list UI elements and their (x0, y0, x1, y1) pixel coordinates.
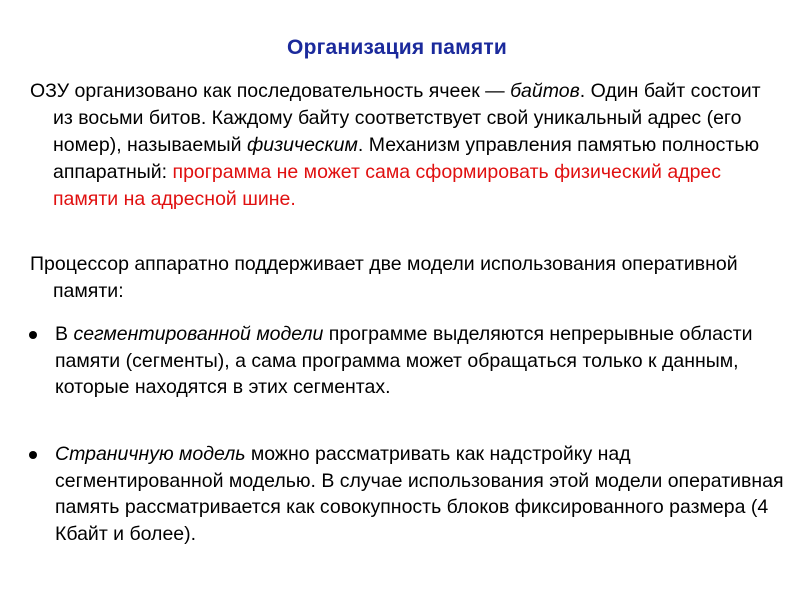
paragraph1-text-3: . Механизм управления памятью полностью аппаратный: (53, 134, 760, 183)
bullet-segmented-model (55, 321, 785, 401)
paragraph-memory-models: Процессор аппаратно поддерживает две модели использования оперативной памяти: (30, 253, 738, 302)
bullet-dot-icon (29, 331, 37, 339)
bullet2-text-post: можно рассматривать как надстройку над сегментированной моделью. В случае использования этой модели оперативная память рассматривается как совокупность блоков фиксированного размера (4 Кбайт и более). (55, 443, 784, 545)
paragraph1-text-1: ОЗУ организовано как последовательность ячеек — (30, 80, 511, 102)
bullet-paged-model (55, 441, 785, 547)
slide-title: Организация памяти (287, 36, 507, 59)
paragraph1-italic-bytes: байтов (510, 80, 580, 102)
paragraph1-text-2: . Один байт состоит из восьми битов. Каждому байту соответствует свой уникальный адрес (его номер), называемый (53, 80, 761, 156)
bullet1-italic: сегментированной модели (73, 323, 324, 345)
bullet-dot-icon (29, 451, 37, 459)
paragraph1-red-highlight: программа не может сама сформировать физический адрес памяти на адресной шине. (53, 161, 722, 210)
bullet1-text-pre: В (55, 323, 74, 345)
paragraph-memory-organization (30, 78, 780, 213)
bullet1-text-post: программе выделяются непрерывные области памяти (сегменты), а сама программа может обращаться только к данным, которые находятся в этих сегментах. (55, 323, 753, 398)
paragraph1-italic-physical: физическим (246, 134, 358, 156)
bullet2-italic: Страничную модель (55, 443, 246, 465)
